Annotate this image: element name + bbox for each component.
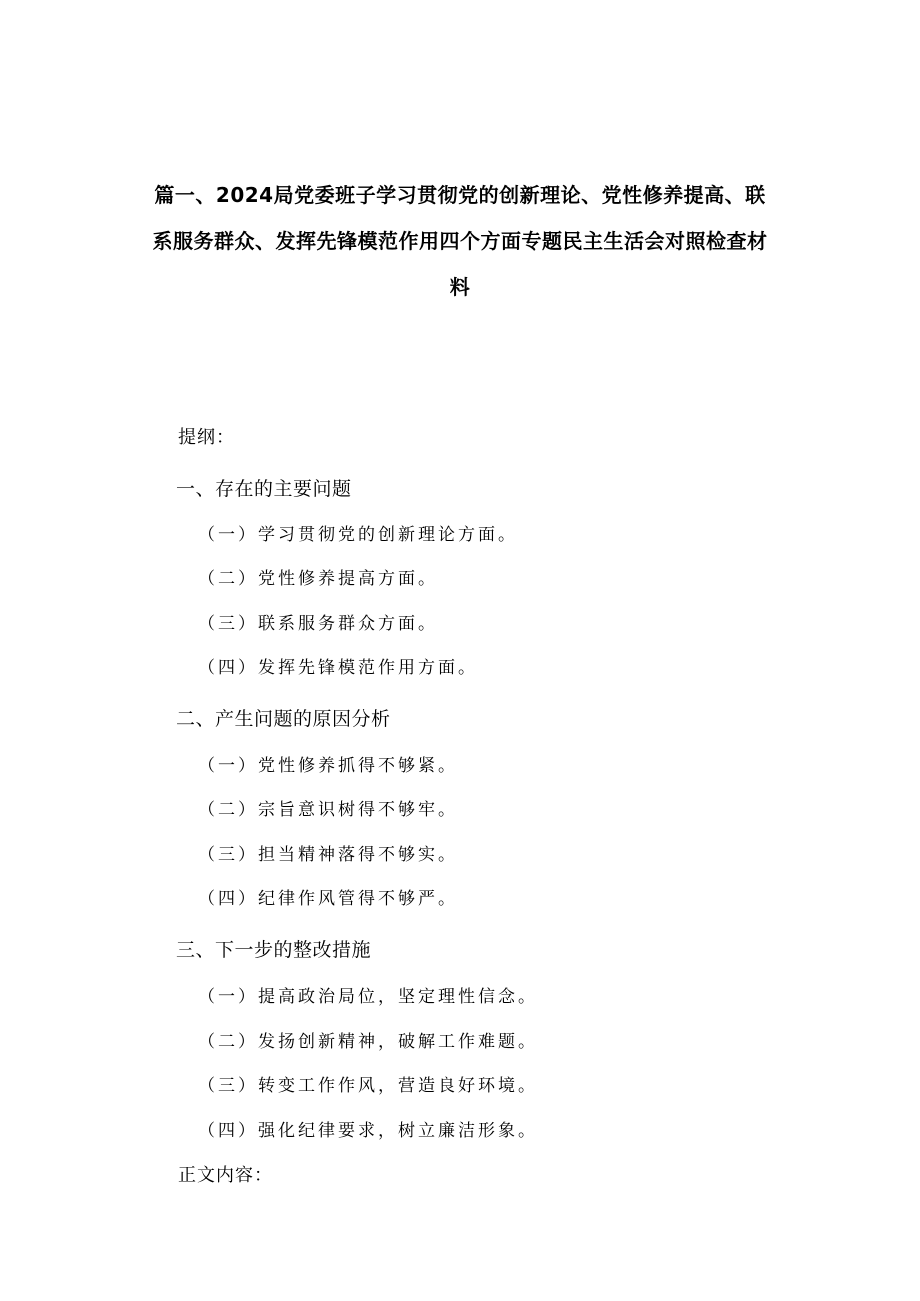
section-3-item-3: （三）转变工作作风，营造良好环境。 [198,1076,538,1096]
section-1-item-1: （一）学习贯彻党的创新理论方面。 [198,525,518,545]
section-1-item-2: （二）党性修养提高方面。 [198,569,438,589]
document-title [150,172,770,310]
title-line-2: 系服务群众、发挥先锋模范作用四个方面专题民主生活会对照检查材 [152,229,768,253]
section-3-item-4: （四）强化纪律要求，树立廉洁形象。 [198,1121,538,1141]
outline-label: 提纲： [178,427,235,448]
section-2-item-3: （三）担当精神落得不够实。 [198,845,458,865]
title-line-1: 篇一、2024局党委班子学习贯彻党的创新理论、党性修养提高、联 [154,183,766,207]
section-1-item-3: （三）联系服务群众方面。 [198,614,438,634]
body-content-label: 正文内容： [178,1165,273,1186]
section-2-item-2: （二）宗旨意识树得不够牢。 [198,800,458,820]
section-heading-3: 三、下一步的整改措施 [176,939,372,961]
section-heading-2: 二、产生问题的原因分析 [176,708,391,730]
section-2-item-4: （四）纪律作风管得不够严。 [198,889,458,909]
section-1-item-4: （四）发挥先锋模范作用方面。 [198,658,478,678]
section-3-item-1: （一）提高政治局位，坚定理性信念。 [198,987,538,1007]
section-2-item-1: （一）党性修养抓得不够紧。 [198,756,458,776]
section-heading-1: 一、存在的主要问题 [176,478,352,500]
title-line-3: 料 [449,275,471,299]
section-3-item-2: （二）发扬创新精神，破解工作难题。 [198,1032,538,1052]
